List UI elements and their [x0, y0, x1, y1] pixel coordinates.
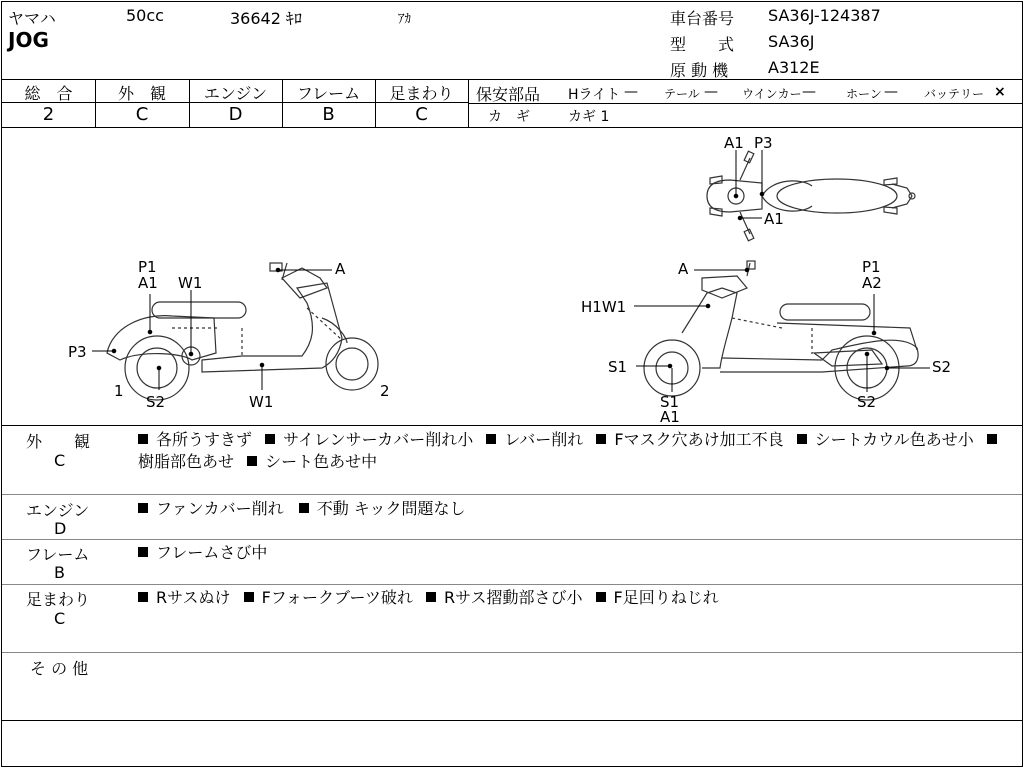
exterior-remark-label: 外 観 [26, 432, 91, 451]
rule [2, 720, 1022, 721]
remark-item: Fフォークブーツ破れ [261, 588, 413, 607]
remark-item: 樹脂部色あせ [138, 452, 235, 471]
horn-label: ホーン [846, 87, 882, 101]
remark-item: シートカウル色あせ小 [814, 430, 974, 449]
bullet [265, 434, 275, 444]
displacement-text: 50cc [126, 6, 164, 25]
headlight-label: Hライト [568, 87, 621, 103]
frame-remark-label: フレーム [26, 545, 90, 564]
right-label-a: A [678, 260, 689, 278]
frame-no-label: 車台番号 [670, 9, 735, 28]
winker-label: ウインカー [742, 87, 802, 101]
top-label-a1: A1 [724, 134, 744, 152]
remark-item: シート色あせ中 [265, 452, 378, 471]
headlight-status: — [624, 84, 638, 100]
exterior-grade-label: 外 観 [117, 84, 166, 103]
right-label-s1: S1 [608, 358, 628, 376]
engine-grade-value: D [228, 104, 243, 125]
inspection-sheet [1, 1, 1023, 767]
remark-item: Rサス摺動部さび小 [443, 588, 583, 607]
remark-item: フレームさび中 [156, 543, 268, 562]
frame-remark-grade: B [54, 563, 65, 582]
right-label-p1: P1 [862, 258, 881, 276]
remark-item: ファンカバー削れ [156, 499, 284, 518]
bullet [596, 592, 606, 602]
rule [2, 79, 1022, 80]
tail-status: — [704, 84, 718, 100]
winker-status: — [802, 84, 816, 100]
frame-grade-value: B [322, 104, 335, 125]
top-label-p3: P3 [754, 134, 773, 152]
bullet [486, 434, 496, 444]
type-label: 型 式 [670, 35, 735, 54]
left-label-2: 2 [380, 382, 390, 400]
bullet [138, 547, 148, 557]
exterior-grade-value: C [135, 104, 149, 125]
frame-no-value: SA36J-124387 [768, 6, 881, 25]
key-value: カギ 1 [568, 109, 610, 125]
left-label-a1: A1 [138, 274, 158, 292]
remark-item: レバー削れ [504, 430, 584, 449]
suspension-grade-label: 足まわり [389, 84, 454, 103]
exterior-remark-grade: C [54, 451, 66, 470]
rule [2, 425, 1022, 426]
suspension-remark-list [138, 587, 719, 609]
left-label-a: A [335, 260, 346, 278]
engine-grade-label: エンジン [203, 84, 268, 103]
suspension-grade-value: C [415, 104, 428, 125]
frame-remark-list [138, 542, 267, 564]
maker-text: ヤマハ [8, 9, 56, 28]
horn-status: — [884, 84, 898, 100]
battery-label: バッテリー [924, 87, 985, 101]
mileage-text: 36642 ｷﾛ [230, 9, 302, 28]
frame-grade-label: フレーム [296, 84, 361, 103]
remark-item: サイレンサーカバー削れ小 [283, 430, 474, 449]
total-grade-value: 2 [42, 104, 55, 125]
color-text: ｱｶ [398, 12, 411, 27]
tail-label: テール [664, 87, 700, 101]
key-label: カ ギ [488, 109, 530, 125]
rule [468, 103, 1022, 104]
rule [2, 494, 1022, 495]
type-value: SA36J [768, 32, 815, 51]
right-label-s2: S2 [932, 358, 952, 376]
engine-model-label: 原 動 機 [670, 61, 729, 80]
left-label-w1b: W1 [249, 393, 274, 411]
left-label-w1: W1 [178, 274, 203, 292]
bullet [596, 434, 606, 444]
damage-diagram [2, 128, 1022, 426]
rule [2, 584, 1022, 585]
remark-item: 不動 キック問題なし [316, 499, 466, 518]
right-label-s2b: S2 [857, 393, 877, 411]
battery-status: × [994, 84, 1006, 100]
top-label-a1b: A1 [764, 210, 784, 228]
left-label-p1: P1 [138, 258, 157, 276]
rule [2, 539, 1022, 540]
exterior-remark-list [138, 429, 1018, 473]
remark-item: 各所うすきず [156, 430, 253, 449]
suspension-remark-label: 足まわり [26, 590, 91, 609]
engine-remark-list [138, 498, 466, 520]
other-remark-label: そ の 他 [30, 659, 89, 678]
right-label-s1b: S1 [660, 393, 680, 411]
safety-parts-label: 保安部品 [476, 85, 541, 104]
bullet [138, 592, 148, 602]
left-label-s2: S2 [146, 393, 166, 411]
bullet [987, 434, 997, 444]
left-label-1: 1 [114, 382, 124, 400]
right-label-h1w1: H1W1 [581, 298, 627, 316]
bullet [138, 503, 148, 513]
bullet [299, 503, 309, 513]
engine-model-value: A312E [768, 58, 820, 77]
rule [2, 652, 1022, 653]
model-name: JOG [8, 28, 49, 52]
remark-item: Rサスぬけ [156, 588, 231, 607]
remark-item: F足回りねじれ [613, 588, 719, 607]
bullet [244, 592, 254, 602]
bullet [797, 434, 807, 444]
remark-item: Fマスク穴あけ加工不良 [614, 430, 784, 449]
right-label-a1: A1 [660, 408, 680, 426]
bullet [138, 434, 148, 444]
suspension-remark-grade: C [54, 609, 66, 628]
total-grade-label: 総 合 [24, 84, 73, 103]
engine-remark-grade: D [54, 519, 67, 538]
engine-remark-label: エンジン [26, 501, 90, 520]
bullet [247, 456, 257, 466]
bullet [426, 592, 436, 602]
left-label-p3: P3 [68, 343, 87, 361]
right-label-a2: A2 [862, 274, 882, 292]
